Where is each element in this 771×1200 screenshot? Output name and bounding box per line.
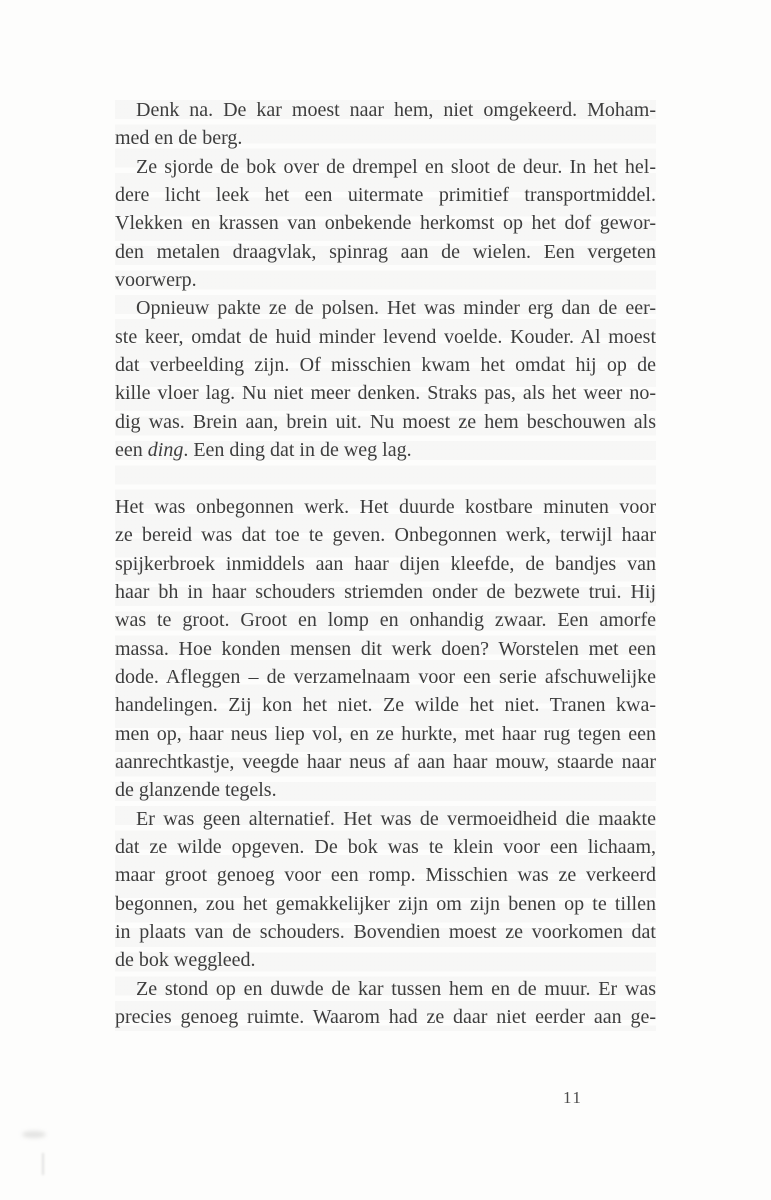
- text-line: den metalen draagvlak, spinrag aan de wielen. Een vergeten: [115, 240, 656, 263]
- text-line: haar bh in haar schouders striemden onder de bezwete trui. Hij: [115, 580, 656, 603]
- text-line: ze bereid was dat toe te geven. Onbegonnen werk, terwijl haar: [115, 524, 656, 547]
- text-line: spijkerbroek inmiddels aan haar dijen kleefde, de bandjes van: [115, 552, 656, 575]
- text-line: handelingen. Zij kon het niet. Ze wilde het niet. Tranen kwa-: [115, 694, 656, 717]
- paragraph: [115, 805, 656, 975]
- paragraph: [115, 294, 656, 464]
- text-line: dat verbeelding zijn. Of misschien kwam het omdat hij op de: [115, 354, 656, 377]
- paragraph: [115, 153, 656, 295]
- text-line: dode. Afleggen – de verzamelnaam voor een serie afschuwelijke: [115, 665, 656, 688]
- text-line: ste keer, omdat de huid minder levend voelde. Kouder. Al moest: [115, 325, 656, 348]
- text-line: Opnieuw pakte ze de polsen. Het was minder erg dan de eer-: [136, 297, 656, 320]
- text-block: [115, 96, 656, 1031]
- paragraph: [115, 975, 656, 1032]
- text-line: precies genoeg ruimte. Waarom had ze daar niet eerder aan ge-: [115, 1006, 656, 1028]
- text-line: men op, haar neus liep vol, en ze hurkte, met haar rug tegen een: [115, 722, 656, 745]
- text-line: kille vloer lag. Nu niet meer denken. Straks pas, als het weer no-: [115, 382, 656, 405]
- text-line: dere licht leek het een uitermate primitief transportmiddel.: [115, 184, 656, 207]
- text-line: was te groot. Groot en lomp en onhandig zwaar. Een amorfe: [115, 609, 656, 632]
- text-line: Denk na. De kar moest naar hem, niet omgekeerd. Moham-: [136, 99, 656, 121]
- paragraph: [115, 493, 656, 805]
- text-line: de bok weggleed.: [115, 949, 256, 972]
- text-line: in plaats van de schouders. Bovendien moest ze voorkomen dat: [115, 920, 656, 943]
- page-number: 11: [563, 1088, 583, 1107]
- text-line: maar groot genoeg voor een romp. Misschien was ze verkeerd: [115, 864, 656, 887]
- text-line: begonnen, zou het gemakkelijker zijn om zijn benen op te tillen: [115, 892, 656, 915]
- text-line: med en de berg.: [115, 127, 243, 150]
- text-line: aanrechtkastje, veegde haar neus af aan haar mouw, staarde naar: [115, 750, 656, 773]
- text-line: voorwerp.: [115, 269, 197, 292]
- text-line: Ze sjorde de bok over de drempel en sloot de deur. In het hel-: [136, 155, 656, 178]
- text-line: dat ze wilde opgeven. De bok was te klein voor een lichaam,: [115, 835, 656, 858]
- text-line: Er was geen alternatief. Het was de vermoeidheid die maakte: [136, 807, 656, 830]
- scan-artifact-sliver: [42, 1153, 44, 1175]
- text-line: dig was. Brein aan, brein uit. Nu moest ze hem beschouwen als: [115, 410, 656, 433]
- text-line: Het was onbegonnen werk. Het duurde kostbare minuten voor: [115, 495, 656, 518]
- text-line: massa. Hoe konden mensen dit werk doen? Worstelen met een: [115, 637, 656, 660]
- scan-artifact-smudge: [22, 1131, 46, 1138]
- text-line: Vlekken en krassen van onbekende herkomst op het dof gewor-: [115, 212, 656, 235]
- paragraph: [115, 96, 656, 153]
- text-line: een ding. Een ding dat in de weg lag.: [115, 439, 412, 462]
- text-line: de glanzende tegels.: [115, 779, 277, 802]
- text-line: Ze stond op en duwde de kar tussen hem en de muur. Er was: [136, 977, 656, 1000]
